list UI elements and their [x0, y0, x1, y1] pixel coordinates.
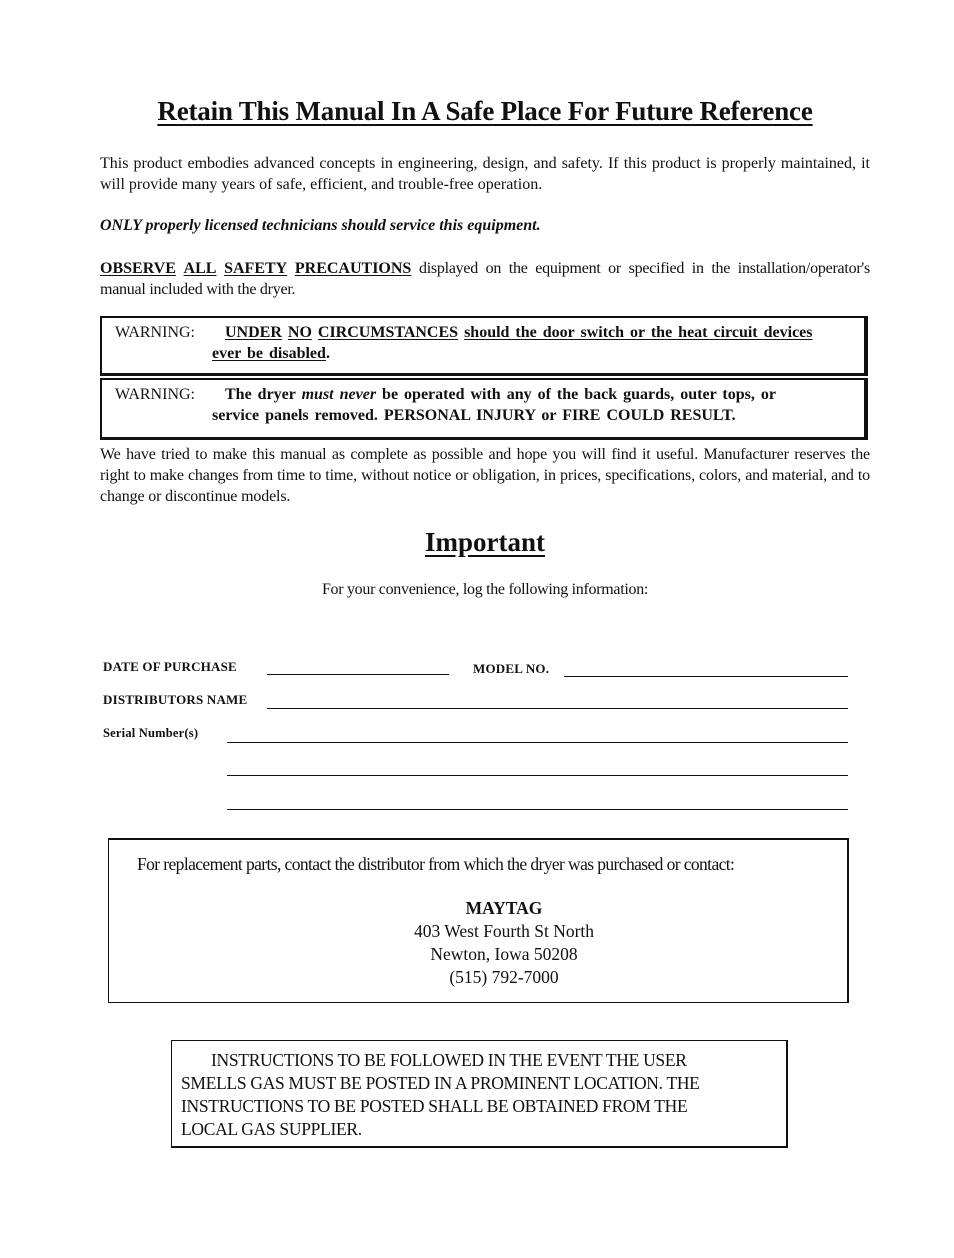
circumstances-word: CIRCUMSTANCES	[317, 324, 459, 341]
date-of-purchase-label: DATE OF PURCHASE	[103, 659, 237, 674]
gas-notice-line-2: SMELLS GAS MUST BE POSTED IN A PROMINENT LOCATION. THE	[181, 1073, 700, 1093]
important-subheading: For your convenience, log the following information:	[321, 581, 649, 598]
technicians-note: ONLY properly licensed technicians should service this equipment.	[100, 217, 541, 234]
model-no-field[interactable]	[564, 676, 848, 677]
warning2-text-a: The dryer	[225, 386, 302, 403]
distributors-name-field[interactable]	[267, 708, 848, 709]
warning2-italic: must never	[301, 386, 377, 403]
precautions-word: PRECAUTIONS	[294, 260, 412, 277]
page-title: Retain This Manual In A Safe Place For Future Reference	[157, 96, 813, 126]
observe-word: OBSERVE	[100, 260, 176, 277]
contact-address	[109, 897, 899, 989]
warning-box-guards	[100, 378, 868, 440]
all-word: ALL	[183, 260, 217, 277]
gas-notice-box	[171, 1040, 788, 1148]
gas-notice-line-1: INSTRUCTIONS TO BE FOLLOWED IN THE EVENT THE USER	[211, 1050, 687, 1070]
warning2-line2: service panels removed. PERSONAL INJURY or FIRE COULD RESULT.	[212, 407, 736, 424]
warning1-text: should the door switch or the heat circuit devices	[464, 324, 813, 341]
phone-number: (515) 792-7000	[449, 967, 559, 987]
address-line-1: 403 West Fourth St North	[413, 921, 595, 941]
distributors-name-label: DISTRIBUTORS NAME	[103, 692, 248, 707]
serial-number-field-2[interactable]	[227, 775, 848, 776]
warning-label: WARNING:	[115, 386, 195, 403]
warning1-period: .	[325, 345, 330, 362]
intro-paragraph: This product embodies advanced concepts in engineering, design, and safety. If this product is properly maintained, it will provide many years of safe, efficient, and trouble-free operation.	[100, 155, 870, 193]
under-word: UNDER	[225, 324, 282, 341]
manual-note-paragraph: We have tried to make this manual as complete as possible and hope you will find it useful. Manufacturer reserves the right to make changes from time to time, without notice or obligation, in prices, specifications, colors, and material, and to change or discontinue models.	[100, 446, 870, 505]
model-no-label: MODEL NO.	[473, 661, 550, 676]
important-heading: Important	[425, 527, 545, 557]
serial-number-field-1[interactable]	[227, 742, 848, 743]
safety-precautions-paragraph	[100, 258, 870, 300]
safety-word: SAFETY	[224, 260, 288, 277]
company-name: MAYTAG	[465, 898, 543, 918]
gas-notice-line-3: INSTRUCTIONS TO BE POSTED SHALL BE OBTAINED FROM THE	[181, 1096, 688, 1116]
replacement-parts-intro: For replacement parts, contact the distributor from which the dryer was purchased or contact:	[137, 854, 735, 874]
observe-rest: displayed on the equipment or specified in the installation/operator's manual included with the dryer.	[100, 260, 871, 298]
warning-label: WARNING:	[115, 324, 195, 341]
no-word: NO	[287, 324, 312, 341]
replacement-parts-box	[108, 838, 849, 1003]
warning2-text-b: be operated with any of the back guards, outer tops, or	[376, 386, 776, 403]
gas-notice-line-4: LOCAL GAS SUPPLIER.	[181, 1119, 362, 1139]
warning1-line2: ever be disabled	[212, 345, 326, 362]
serial-number-field-3[interactable]	[227, 809, 848, 810]
date-of-purchase-field[interactable]	[267, 674, 449, 675]
gas-notice-text	[181, 1049, 781, 1141]
warning-box-door-switch	[100, 316, 868, 376]
address-line-2: Newton, Iowa 50208	[430, 944, 578, 964]
serial-numbers-label: Serial Number(s)	[103, 726, 199, 740]
